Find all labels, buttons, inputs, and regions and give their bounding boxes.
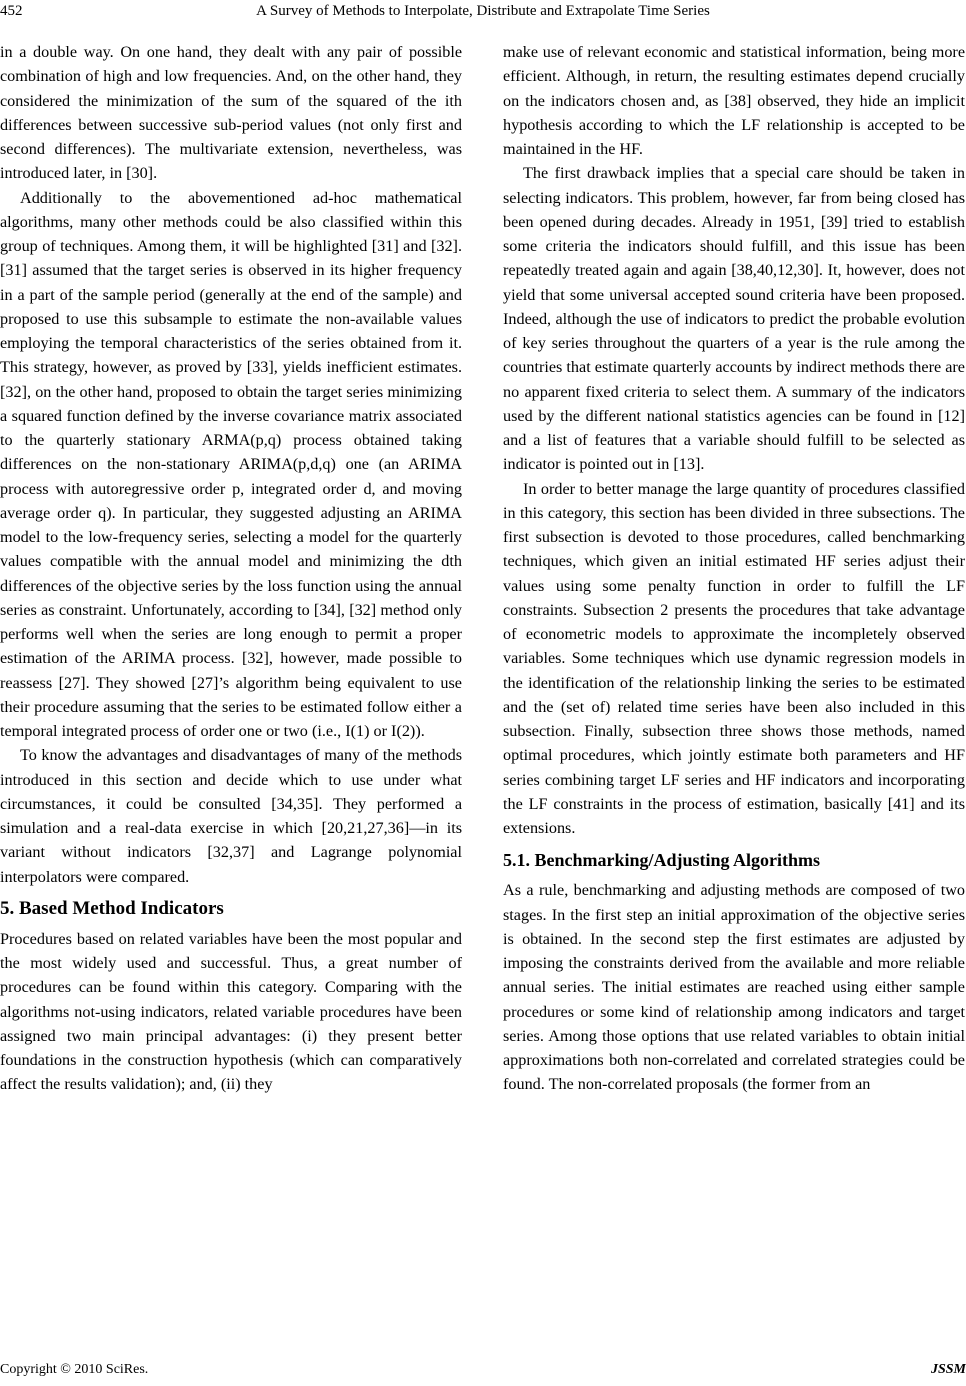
running-title: A Survey of Methods to Interpolate, Distribute and Extrapolate Time Series (256, 3, 710, 19)
copyright-text: Copyright © 2010 SciRes. (0, 1362, 149, 1377)
subsection-heading: 5.1. Benchmarking/Adjusting Algorithms (503, 850, 821, 871)
paragraph: In order to better manage the large quantity of procedures classified in this category, this section has been divided in three subsections. The first subsection is devoted to those procedures, called benchmarking techniques, which given an initial estimated HF series adjust their values using some penalty function in order to fulfill the LF constraints. Subsection 2 presents the procedures that take advantage of econometric models to approximate the incompletely observed variables. Some techniques which use dynamic regression models in the identification of the relationship linking the series to be estimated and the (set of) related time series have been also included in this subsection. Finally, subsection three shows those methods, named optimal procedures, which jointly estimate both parameters and HF series combining target LF series and HF indicators and incorporating the LF constraints in the process of estimation, basically [41] and its extensions. (503, 479, 965, 837)
page-footer (0, 1362, 966, 1382)
left-column (0, 40, 462, 1097)
journal-abbrev: JSSM (930, 1362, 966, 1377)
paragraph: To know the advantages and disadvantages of many of the methods introduced in this section and decide which to use under what circumstances, it could be consulted [34,35]. They performed a simulation and a real-data exercise in which [20,21,27,36]—in its variant without indicators [32,37] and Lagrange polynomial interpolators were compared. (0, 746, 462, 886)
paragraph: Procedures based on related variables have been the most popular and the most widely used and successful. Thus, a great number of procedures can be found within this category. Comparing with the algorithms not-using indicators, related variable procedures have been assigned two main principal advantages: (i) they present better foundations in the construction hypothesis (which can comparatively affect the results validation); and, (ii) they (0, 929, 462, 1094)
paragraph: in a double way. On one hand, they dealt with any pair of possible combination of high and low frequencies. And, on the other hand, they considered the minimization of the sum of the squared of the ith differences between successive sub-period values (not only first and second differences). The multivariate extension, nevertheless, was introduced later, in [30]. (0, 43, 462, 183)
paragraph: The first drawback implies that a special care should be taken in selecting indicators. This problem, however, far from being closed has been opened during decades. Already in 1951, [39] tried to establish some criteria the indicators should fulfill, and this issue has been repeatedly treated again and again [38,40,12,30]. It, however, does not yield that some universal accepted sound criteria have been proposed. Indeed, although the use of indicators to predict the probable evolution of key series throughout the quarters of a year is the rule among the countries that estimate quarterly accounts by indirect methods there are no apparent fixed criteria to select them. A summary of the indicators used by the different national statistics agencies can be found in [12] and a list of features that a variable should fulfill to be selected as indicator is pointed out in [13]. (503, 164, 965, 474)
paragraph: make use of relevant economic and statistical information, being more efficient. Although, in return, the resulting estimates depend crucially on the indicators chosen and, as [38] observed, they hide an implicit hypothesis according to which the LF relationship is accepted to be maintained in the HF. (503, 43, 965, 158)
paragraph: As a rule, benchmarking and adjusting methods are composed of two stages. In the first step an initial approximation of the objective series is obtained. In the second step the first estimates are adjusted by imposing the constraints derived from the available and more reliable annual series. The initial estimates are reached using either sample procedures or some kind of relationship among indicators and target series. Among those options that use related variables to obtain initial approximations both non-correlated and correlated strategies could be found. The non-correlated proposals (the former from an (503, 881, 965, 1094)
paragraph: Additionally to the abovementioned ad-hoc mathematical algorithms, many other methods could be also classified within this group of techniques. Among them, it will be highlighted [31] and [32]. [31] assumed that the target series is observed in its higher frequency in a part of the sample period (generally at the end of the sample) and proposed to use this subsample to estimate the non-available values employing the temporal characteristics of the series obtained from it. This strategy, however, as proved by [33], yields inefficient estimates. [32], on the other hand, proposed to obtain the target series minimizing a squared function defined by the inverse covariance matrix associated to the quarterly stationary ARMA(p,q) process obtained taking differences on the non-stationary ARIMA(p,d,q) one (an ARIMA process with autoregressive order p, integrated order d, and moving average order q). In particular, they suggested adjusting an ARIMA model to the low-frequency series, selecting a model for the quarterly values compatible with the annual model and minimizing the dth differences of the objective series by the loss function using the annual series as constraint. Unfortunately, according to [34], [32] method only performs well when the series are long enough to permit a proper estimation of the ARIMA process. [32], however, made possible to reassess [27]. They showed [27]’s algorithm being equivalent to use their procedure assuming that the series to be estimated follow either a temporal integrated process of order one or two (i.e., I(1) or I(2)). (0, 188, 462, 740)
page-header (0, 0, 966, 24)
page-number: 452 (0, 3, 23, 19)
right-column (503, 40, 965, 1097)
section-heading: 5. Based Method Indicators (0, 897, 224, 919)
